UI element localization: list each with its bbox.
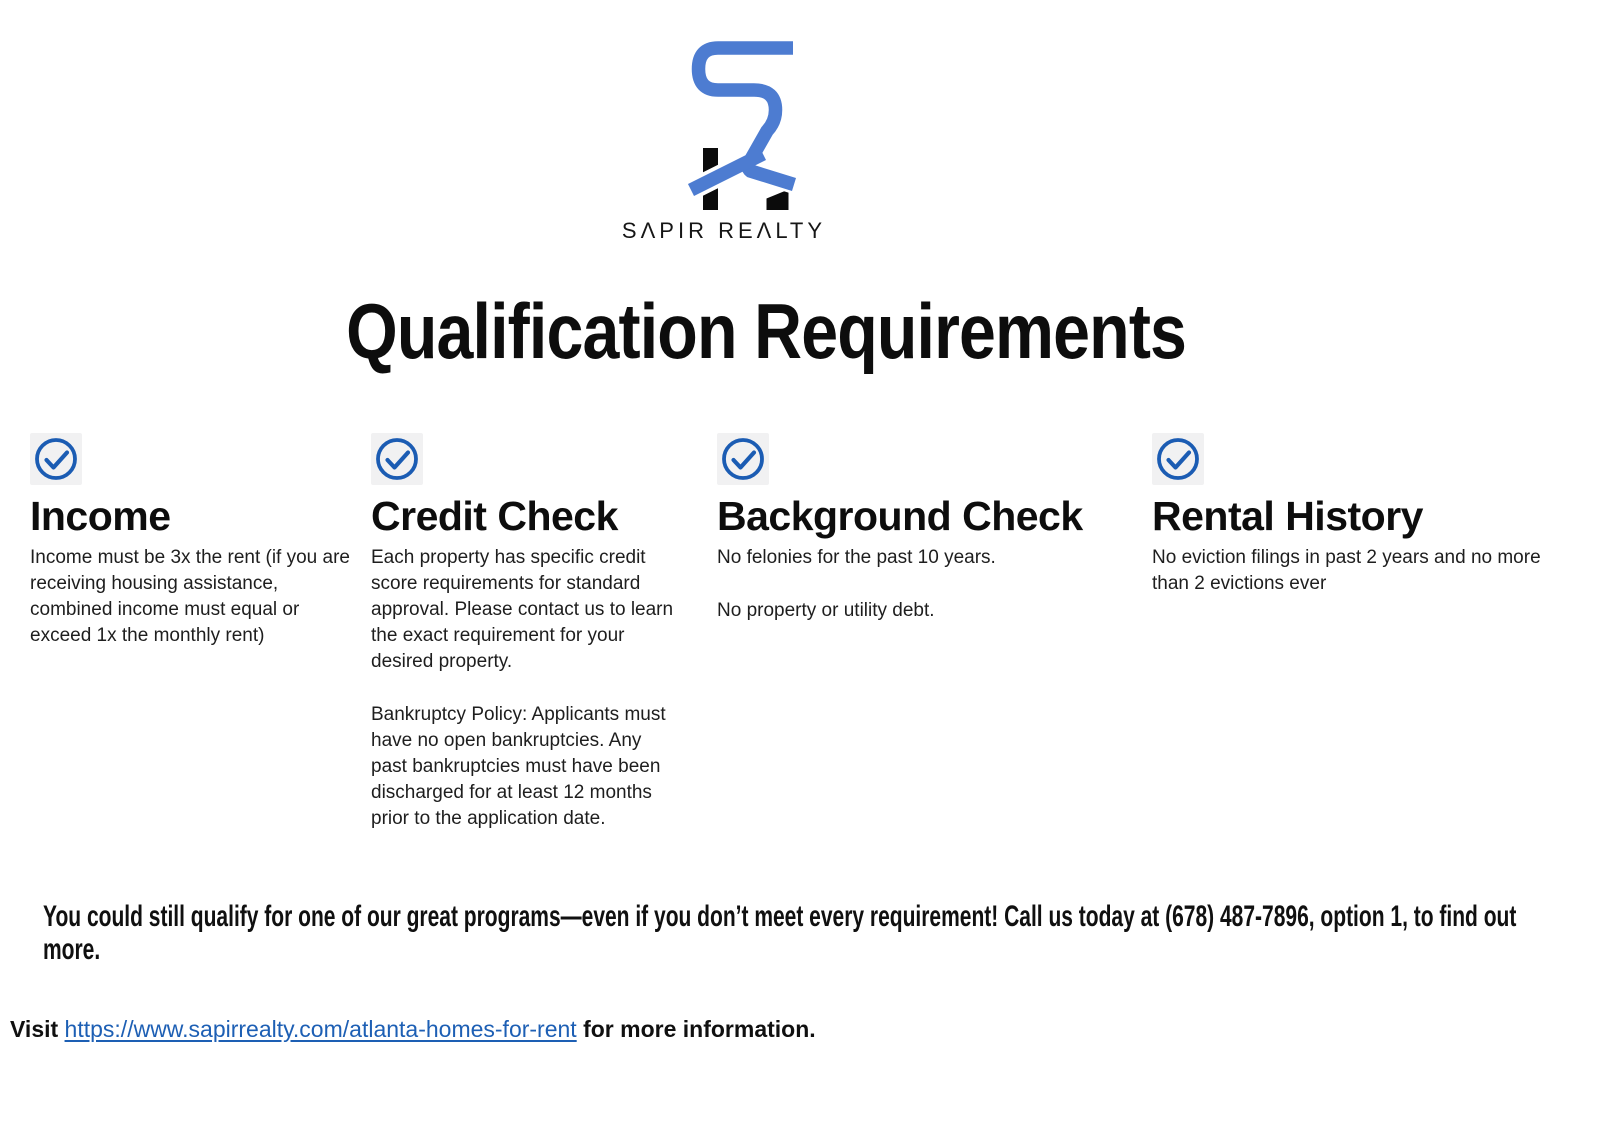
requirement-heading: Income (30, 493, 171, 539)
requirement-column-credit-check (371, 433, 717, 832)
requirement-paragraph: No felonies for the past 10 years. (717, 547, 996, 568)
check-circle-icon (371, 433, 423, 485)
visit-line (10, 1015, 816, 1043)
requirement-heading: Background Check (717, 493, 1083, 539)
check-circle-icon (1152, 433, 1204, 485)
promo-text: You could still qualify for one of our great programs—even if you don’t meet every requirement! Call us today at (678) 487-7896, option 1, to find out more. (43, 900, 1517, 966)
requirement-paragraph: No eviction filings in past 2 years and no more than 2 evictions ever (1152, 547, 1541, 594)
requirement-heading: Credit Check (371, 493, 618, 539)
requirement-column-background-check (717, 433, 1152, 832)
requirements-grid (30, 433, 1600, 832)
requirement-paragraph: No property or utility debt. (717, 600, 935, 621)
requirement-paragraph: Each property has specific credit score requirements for standard approval. Please contact us to learn the exact requirement for your desired property. (371, 547, 674, 672)
brand-name: SΛPIR REΛLTY (621, 218, 827, 243)
site-link[interactable]: https://www.sapirrealty.com/atlanta-homes-for-rent (64, 1016, 577, 1042)
visit-suffix: for more information. (576, 1016, 816, 1042)
requirement-paragraph: Income must be 3x the rent (if you are receiving housing assistance, combined income must equal or exceed 1x the monthly rent) (30, 547, 350, 646)
requirement-paragraph: Bankruptcy Policy: Applicants must have no open bankruptcies. Any past bankruptcies must have been discharged for at least 12 months prior to the application date. (371, 704, 666, 829)
requirement-column-rental-history (1152, 433, 1600, 832)
page-title: Qualification Requirements (346, 287, 1186, 375)
check-circle-icon (30, 433, 82, 485)
check-circle-icon (717, 433, 769, 485)
requirement-column-income (30, 433, 371, 832)
requirement-heading: Rental History (1152, 493, 1423, 539)
sr-house-logo-icon (670, 30, 810, 210)
title-wrap (0, 287, 1532, 375)
visit-prefix: Visit (10, 1016, 65, 1042)
